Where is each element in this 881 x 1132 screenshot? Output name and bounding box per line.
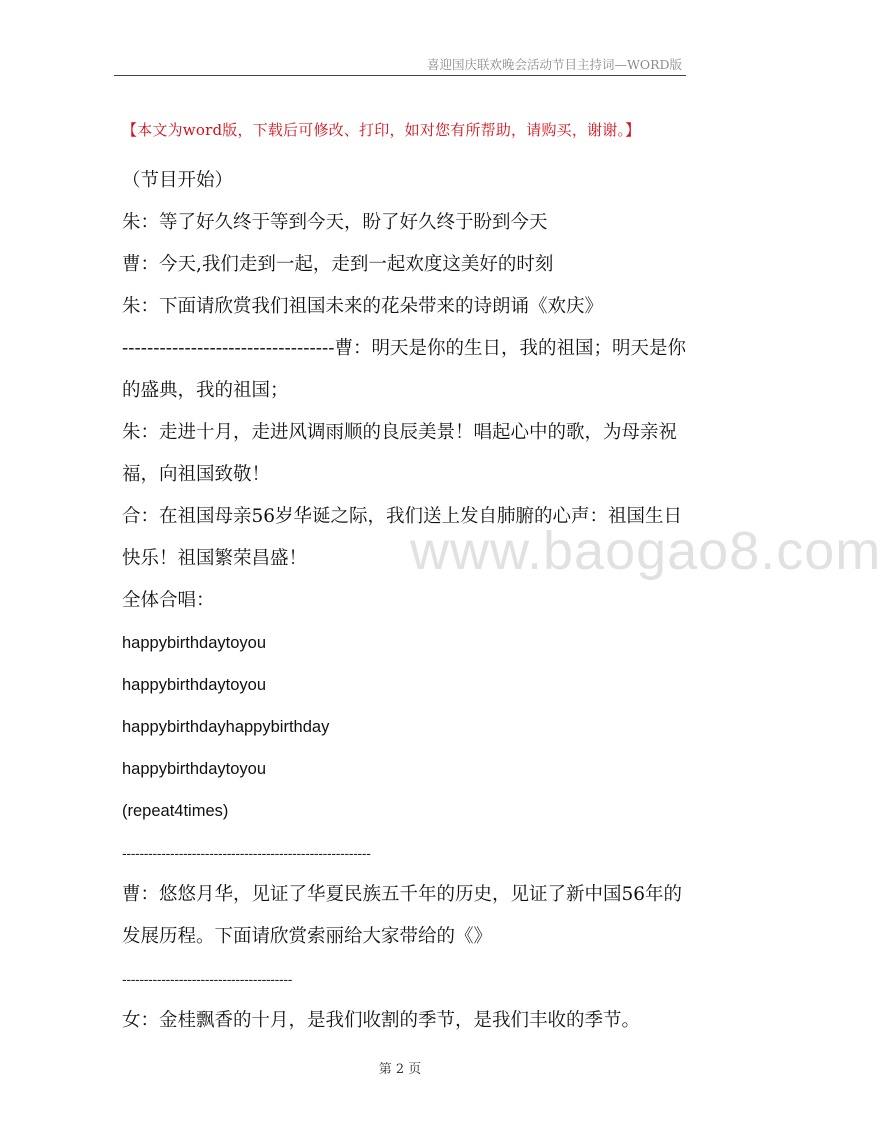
song-lyric-line: happybirthdaytoyou	[122, 760, 267, 778]
page-number: 第 2 页	[378, 1062, 422, 1077]
header-divider	[114, 75, 686, 76]
paragraph-line: 曹：悠悠月华，见证了华夏民族五千年的历史，见证了新中国56年的发展历程。下面请欣赏索丽给大家带给的《》	[122, 884, 683, 947]
paragraph-line: ----------------------------------曹：明天是你的生日，我的祖国；明天是你的盛典，我的祖国；	[122, 338, 687, 401]
paragraph-line: 合：在祖国母亲56岁华诞之际，我们送上发自肺腑的心声：祖国生日快乐！祖国繁荣昌盛！	[122, 506, 683, 569]
paragraph-program-start: （节目开始）	[122, 170, 234, 191]
paragraph-line: 朱：走进十月，走进风调雨顺的良辰美景！唱起心中的歌，为母亲祝福，向祖国致敬！	[122, 422, 678, 485]
dash-separator: ---------------------------------------	[122, 971, 293, 987]
song-lyric-line: happybirthdayhappybirthday	[122, 718, 330, 736]
song-lyric-line: happybirthdaytoyou	[122, 634, 267, 652]
song-repeat-note: (repeat4times)	[122, 802, 229, 820]
paragraph-line: 曹：今天,我们走到一起，走到一起欢度这美好的时刻	[122, 254, 554, 275]
document-body	[122, 160, 688, 1042]
dash-separator: ---------------------------------------------------------	[122, 845, 371, 861]
paragraph-line: 朱：等了好久终于等到今天，盼了好久终于盼到今天	[122, 212, 548, 233]
watermark: www.baogao8.com	[410, 521, 881, 581]
song-lyric-line: happybirthdaytoyou	[122, 676, 267, 694]
paragraph-line: 朱：下面请欣赏我们祖国未来的花朵带来的诗朗诵《欢庆》	[122, 296, 604, 317]
purchase-notice: 【本文为word版，下载后可修改、打印，如对您有所帮助，请购买，谢谢。】	[122, 121, 641, 139]
paragraph-line: 女：金桂飘香的十月，是我们收割的季节，是我们丰收的季节。	[122, 1010, 641, 1031]
paragraph-line: 全体合唱：	[122, 590, 215, 611]
document-header-title: 喜迎国庆联欢晚会活动节目主持词—WORD版	[426, 57, 682, 72]
